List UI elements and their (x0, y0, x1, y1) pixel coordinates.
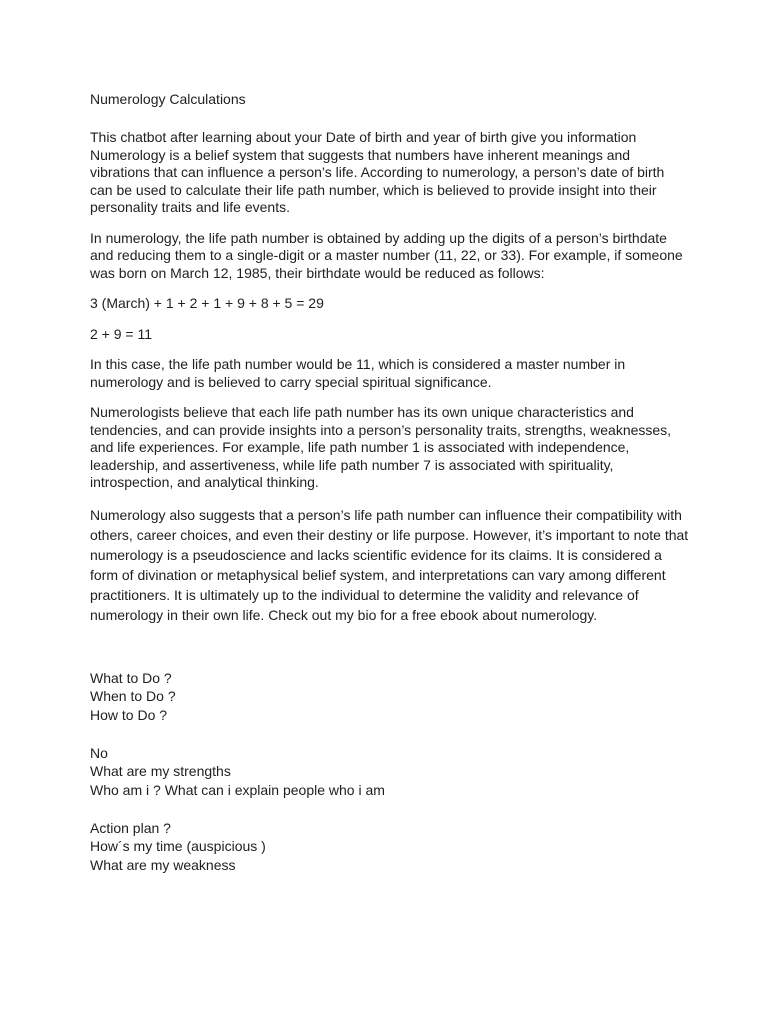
question-item: How´s my time (auspicious ) (90, 838, 266, 855)
question-item: What are my strengths (90, 763, 231, 780)
paragraph-calculation-step-1: 3 (March) + 1 + 2 + 1 + 9 + 8 + 5 = 29 (90, 295, 324, 311)
paragraph-life-path-method: In numerology, the life path number is obtained by adding up the digits of a person’s birthdate and reducing them to a single-digit or a master number (11, 22, or 33). For example, if someone was born on March 12, 1985, their birthdate would be reduced as follows: (90, 229, 683, 281)
question-item: Action plan ? (90, 819, 171, 836)
question-item: What to Do ? (90, 669, 172, 686)
question-item: When to Do ? (90, 688, 176, 705)
question-group-1 (90, 669, 690, 725)
question-item: No (90, 744, 108, 761)
intro-line: This chatbot after learning about your Date of birth and year of birth give you information (90, 129, 637, 145)
spacer (90, 800, 690, 819)
question-item: How to Do ? (90, 706, 168, 723)
document-title: Numerology Calculations (90, 91, 246, 107)
document-page (90, 90, 690, 875)
question-group-3 (90, 819, 690, 875)
question-item: Who am i ? What can i explain people who i am (90, 782, 385, 799)
spacer (90, 638, 690, 669)
paragraph-compatibility: Numerology also suggests that a person’s life path number can influence their compatibility with others, career choices, and even their destiny or life purpose. However, it’s important to note that numerology is a pseudoscience and lacks scientific evidence for its claims. It is considered a form of divination or metaphysical belief system, and interpretations can vary among different practitioners. It is ultimately up to the individual to determine the validity and relevance of numerology in their own life. Check out my bio for a free ebook about numerology. (90, 506, 689, 623)
paragraph-calculation-step-2: 2 + 9 = 11 (90, 325, 153, 342)
question-item: What are my weakness (90, 857, 236, 874)
paragraph-characteristics: Numerologists believe that each life path number has its own unique characteristics and tendencies, and can provide insights into a person’s personality traits, strengths, weaknesses, and life experiences. For example, life path number 1 is associated with independence, leadership, and assertiveness, while life path number 7 is associated with spirituality, introspection, and analytical thinking. (90, 404, 672, 490)
question-group-2 (90, 744, 690, 800)
spacer (90, 725, 690, 744)
paragraph-numerology-definition: Numerology is a belief system that suggests that numbers have inherent meanings and vibrations that can influence a person’s life. According to numerology, a person’s date of birth can be used to calculate their life path number, which is believed to provide insight into their personality traits and life events. (90, 146, 665, 215)
paragraph-master-number: In this case, the life path number would be 11, which is considered a master number in numerology and is believed to carry special spiritual significance. (90, 356, 626, 390)
